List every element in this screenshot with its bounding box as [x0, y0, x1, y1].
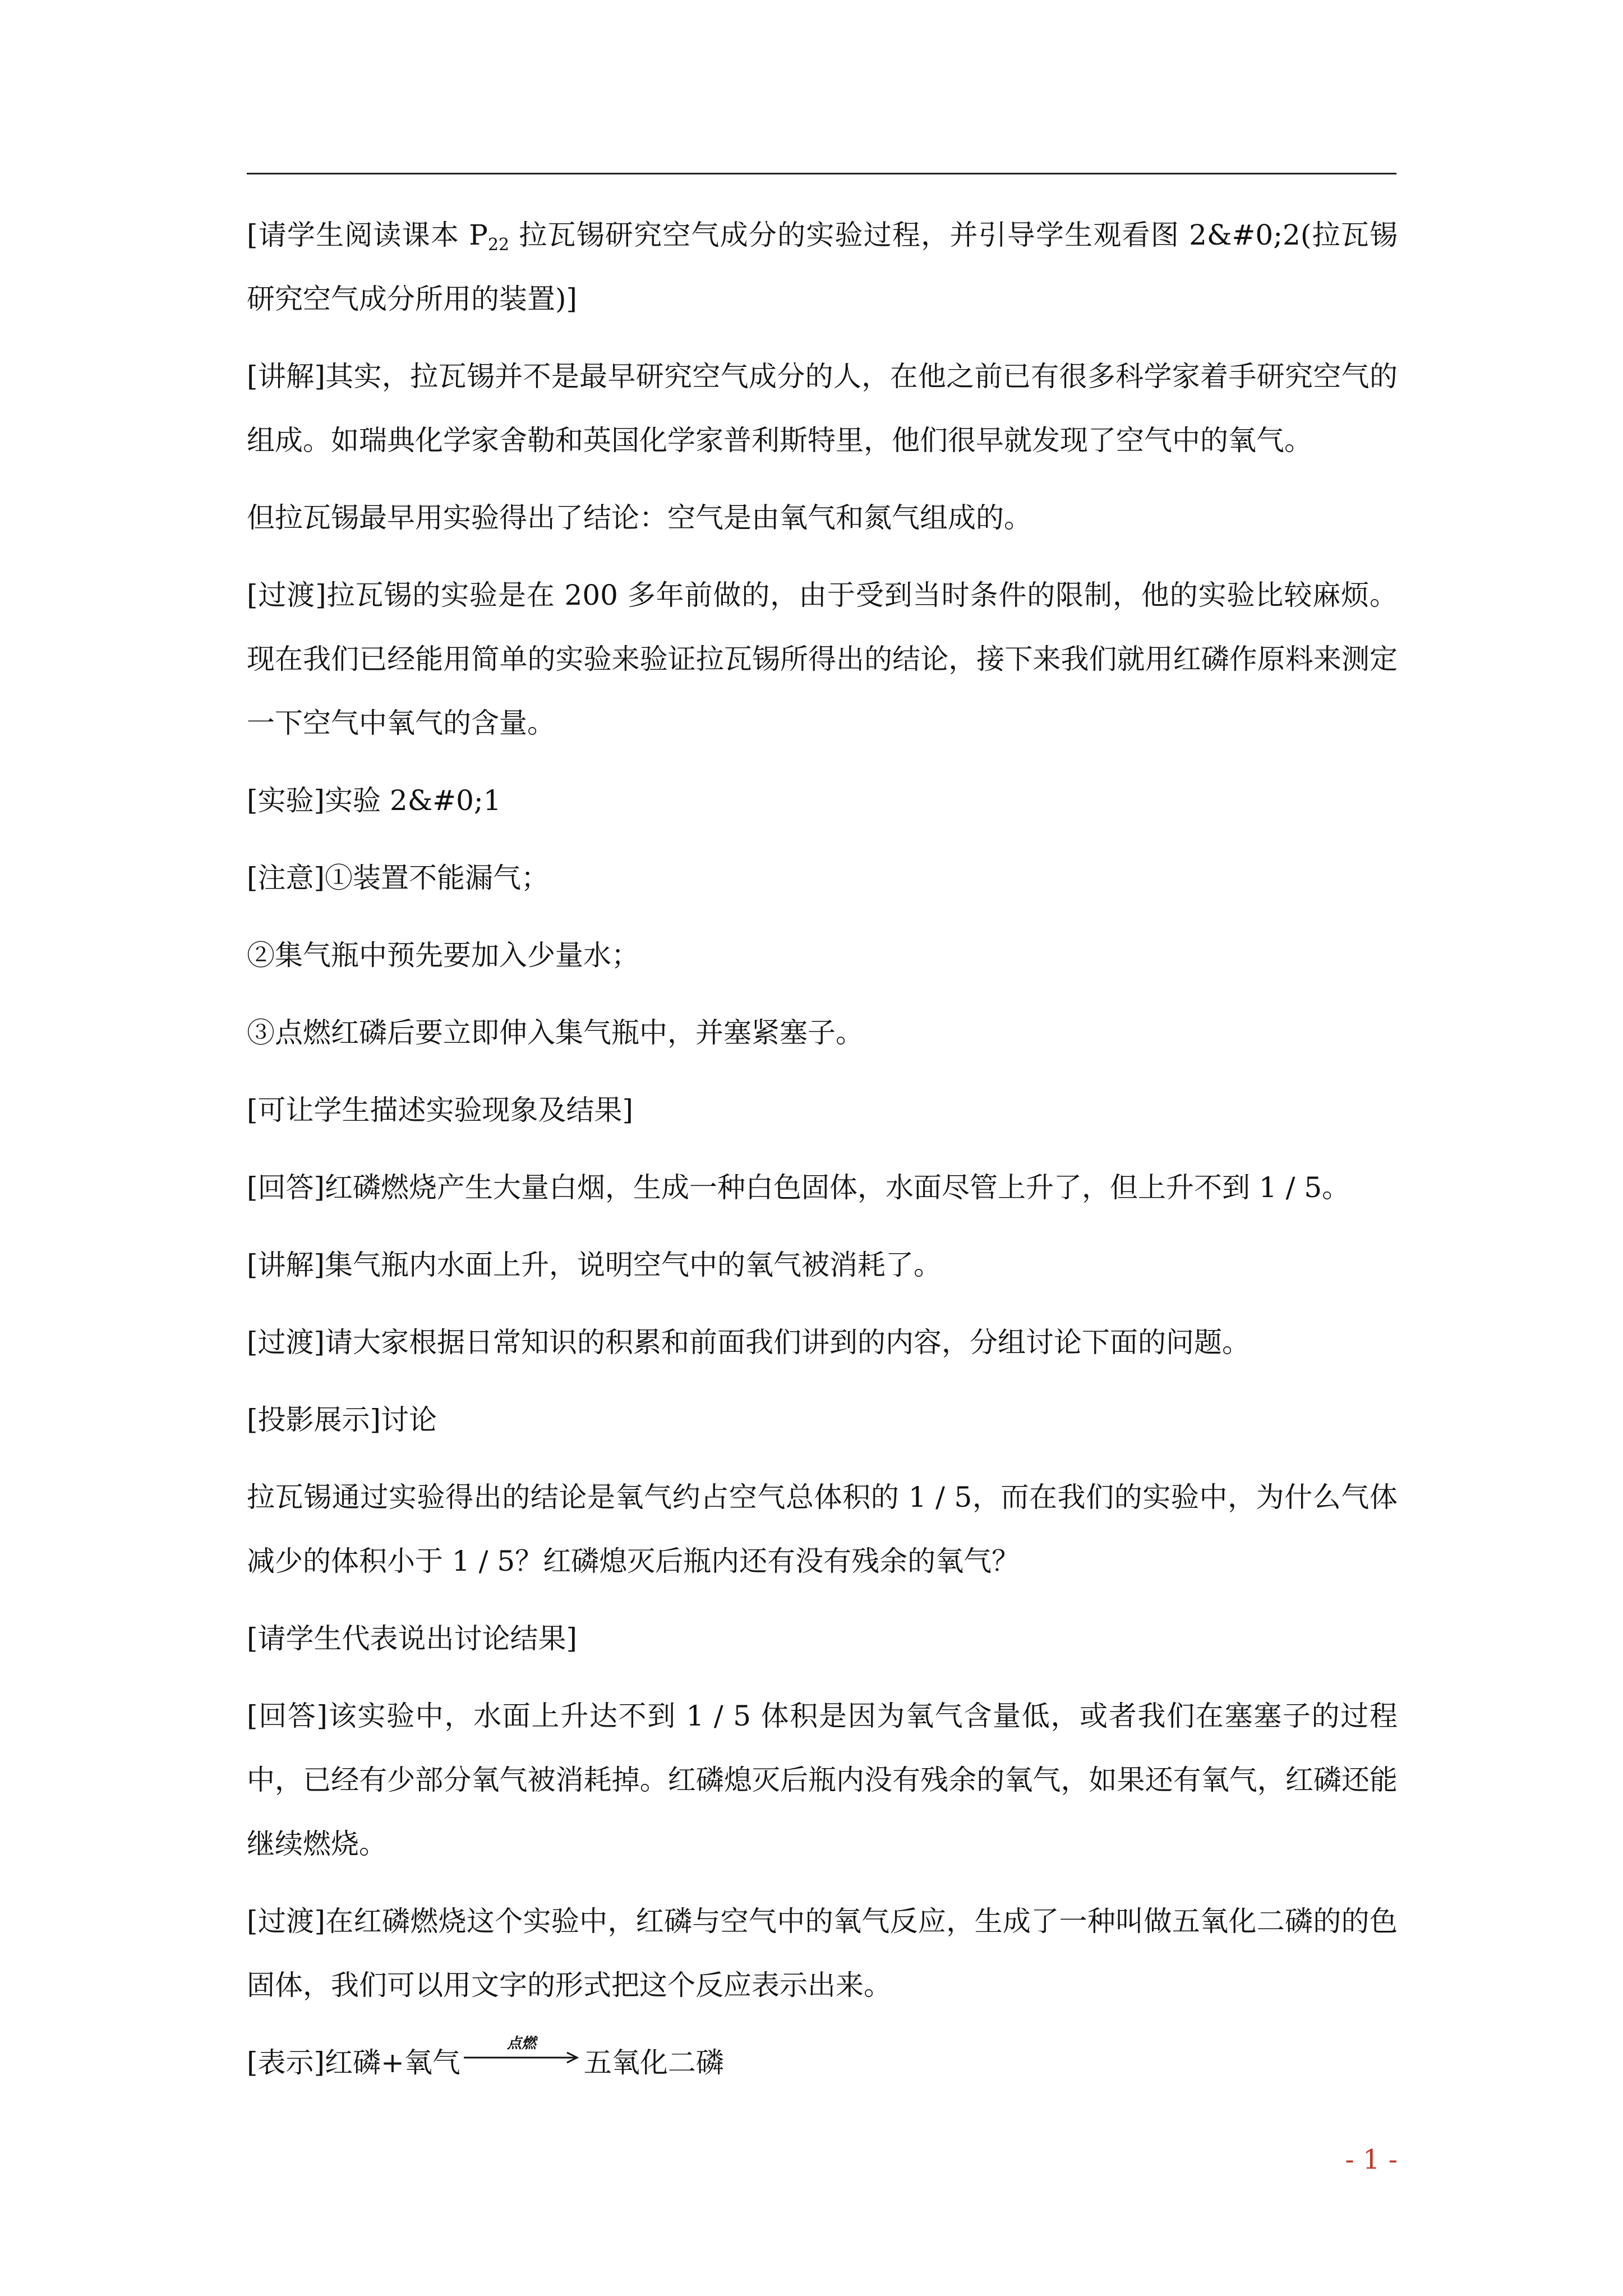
reaction-condition: 点燃: [506, 2035, 536, 2052]
paragraph-experiment-label: [实验]实验 2&#0;1: [247, 784, 501, 817]
paragraph-explanation-water-rise: [讲解]集气瓶内水面上升，说明空气中的氧气被消耗了。: [247, 1249, 942, 1281]
paragraph-caution-3: ③点燃红磷后要立即伸入集气瓶中，并塞紧塞子。: [247, 1016, 864, 1049]
equation-reactants: [表示]红磷+氧气: [247, 2046, 460, 2079]
paragraph-explanation-history: [讲解]其实，拉瓦锡并不是最早研究空气成分的人，在他之前已有很多科学家着手研究空气的组成。如瑞典化学家舍勒和英国化学家普利斯特里，他们很早就发现了空气中的氧气。: [247, 360, 1398, 457]
subscript-page: 22: [487, 235, 510, 255]
word-equation: [247, 2031, 1398, 2095]
page-number: - 1 -: [1345, 2144, 1398, 2175]
paragraph-caution-2: ②集气瓶中预先要加入少量水；: [247, 939, 639, 972]
paragraph-transition-reaction: [过渡]在红磷燃烧这个实验中，红磷与空气中的氧气反应，生成了一种叫做五氧化二磷的的色固体，我们可以用文字的形式把这个反应表示出来。: [247, 1905, 1398, 2001]
paragraph-representative-prompt: [请学生代表说出讨论结果]: [247, 1622, 578, 1655]
paragraph-answer-observation: [回答]红磷燃烧产生大量白烟，生成一种白色固体，水面尽管上升了，但上升不到 1 / 5。: [247, 1171, 1350, 1204]
paragraph-transition-discussion: [过渡]请大家根据日常知识的积累和前面我们讲到的内容，分组讨论下面的问题。: [247, 1326, 1251, 1359]
arrow-icon: [463, 2051, 580, 2064]
paragraph-describe-prompt: [可让学生描述实验现象及结果]: [247, 1094, 634, 1126]
paragraph-answer-discussion: [回答]该实验中，水面上升达不到 1 / 5 体积是因为氧气含量低，或者我们在塞塞子的过程中，已经有少部分氧气被消耗掉。红磷熄灭后瓶内没有残余的氧气，如果还有氧气，红磷还能继续燃烧。: [247, 1700, 1398, 1860]
document-body: [247, 203, 1398, 2095]
paragraph-transition-experiment: [过渡]拉瓦锡的实验是在 200 多年前做的，由于受到当时条件的限制，他的实验比较麻烦。现在我们已经能用简单的实验来验证拉瓦锡所得出的结论，接下来我们就用红磷作原料来测定一下空气中氧气的含量。: [247, 579, 1398, 739]
paragraph-discussion-question: 拉瓦锡通过实验得出的结论是氧气约占空气总体积的 1 / 5，而在我们的实验中，为什么气体减少的体积小于 1 / 5？红磷熄灭后瓶内还有没有残余的氧气？: [247, 1481, 1398, 1577]
paragraph-caution-1: [注意]①装置不能漏气；: [247, 862, 550, 894]
paragraph-reading-instruction: [请学生阅读课本 $P_{22}$ 拉瓦锡研究空气成分的实验过程，并引导学生观看图 2&#0;2(拉瓦锡研究空气成分所用的装置)]: [247, 219, 1398, 315]
header-rule: [247, 173, 1396, 174]
paragraph-conclusion: 但拉瓦锡最早用实验得出了结论：空气是由氧气和氮气组成的。: [247, 501, 1032, 534]
paragraph-projection-label: [投影展示]讨论: [247, 1404, 437, 1436]
equation-product: 五氧化二磷: [583, 2046, 724, 2079]
reaction-arrow: [463, 2031, 580, 2095]
